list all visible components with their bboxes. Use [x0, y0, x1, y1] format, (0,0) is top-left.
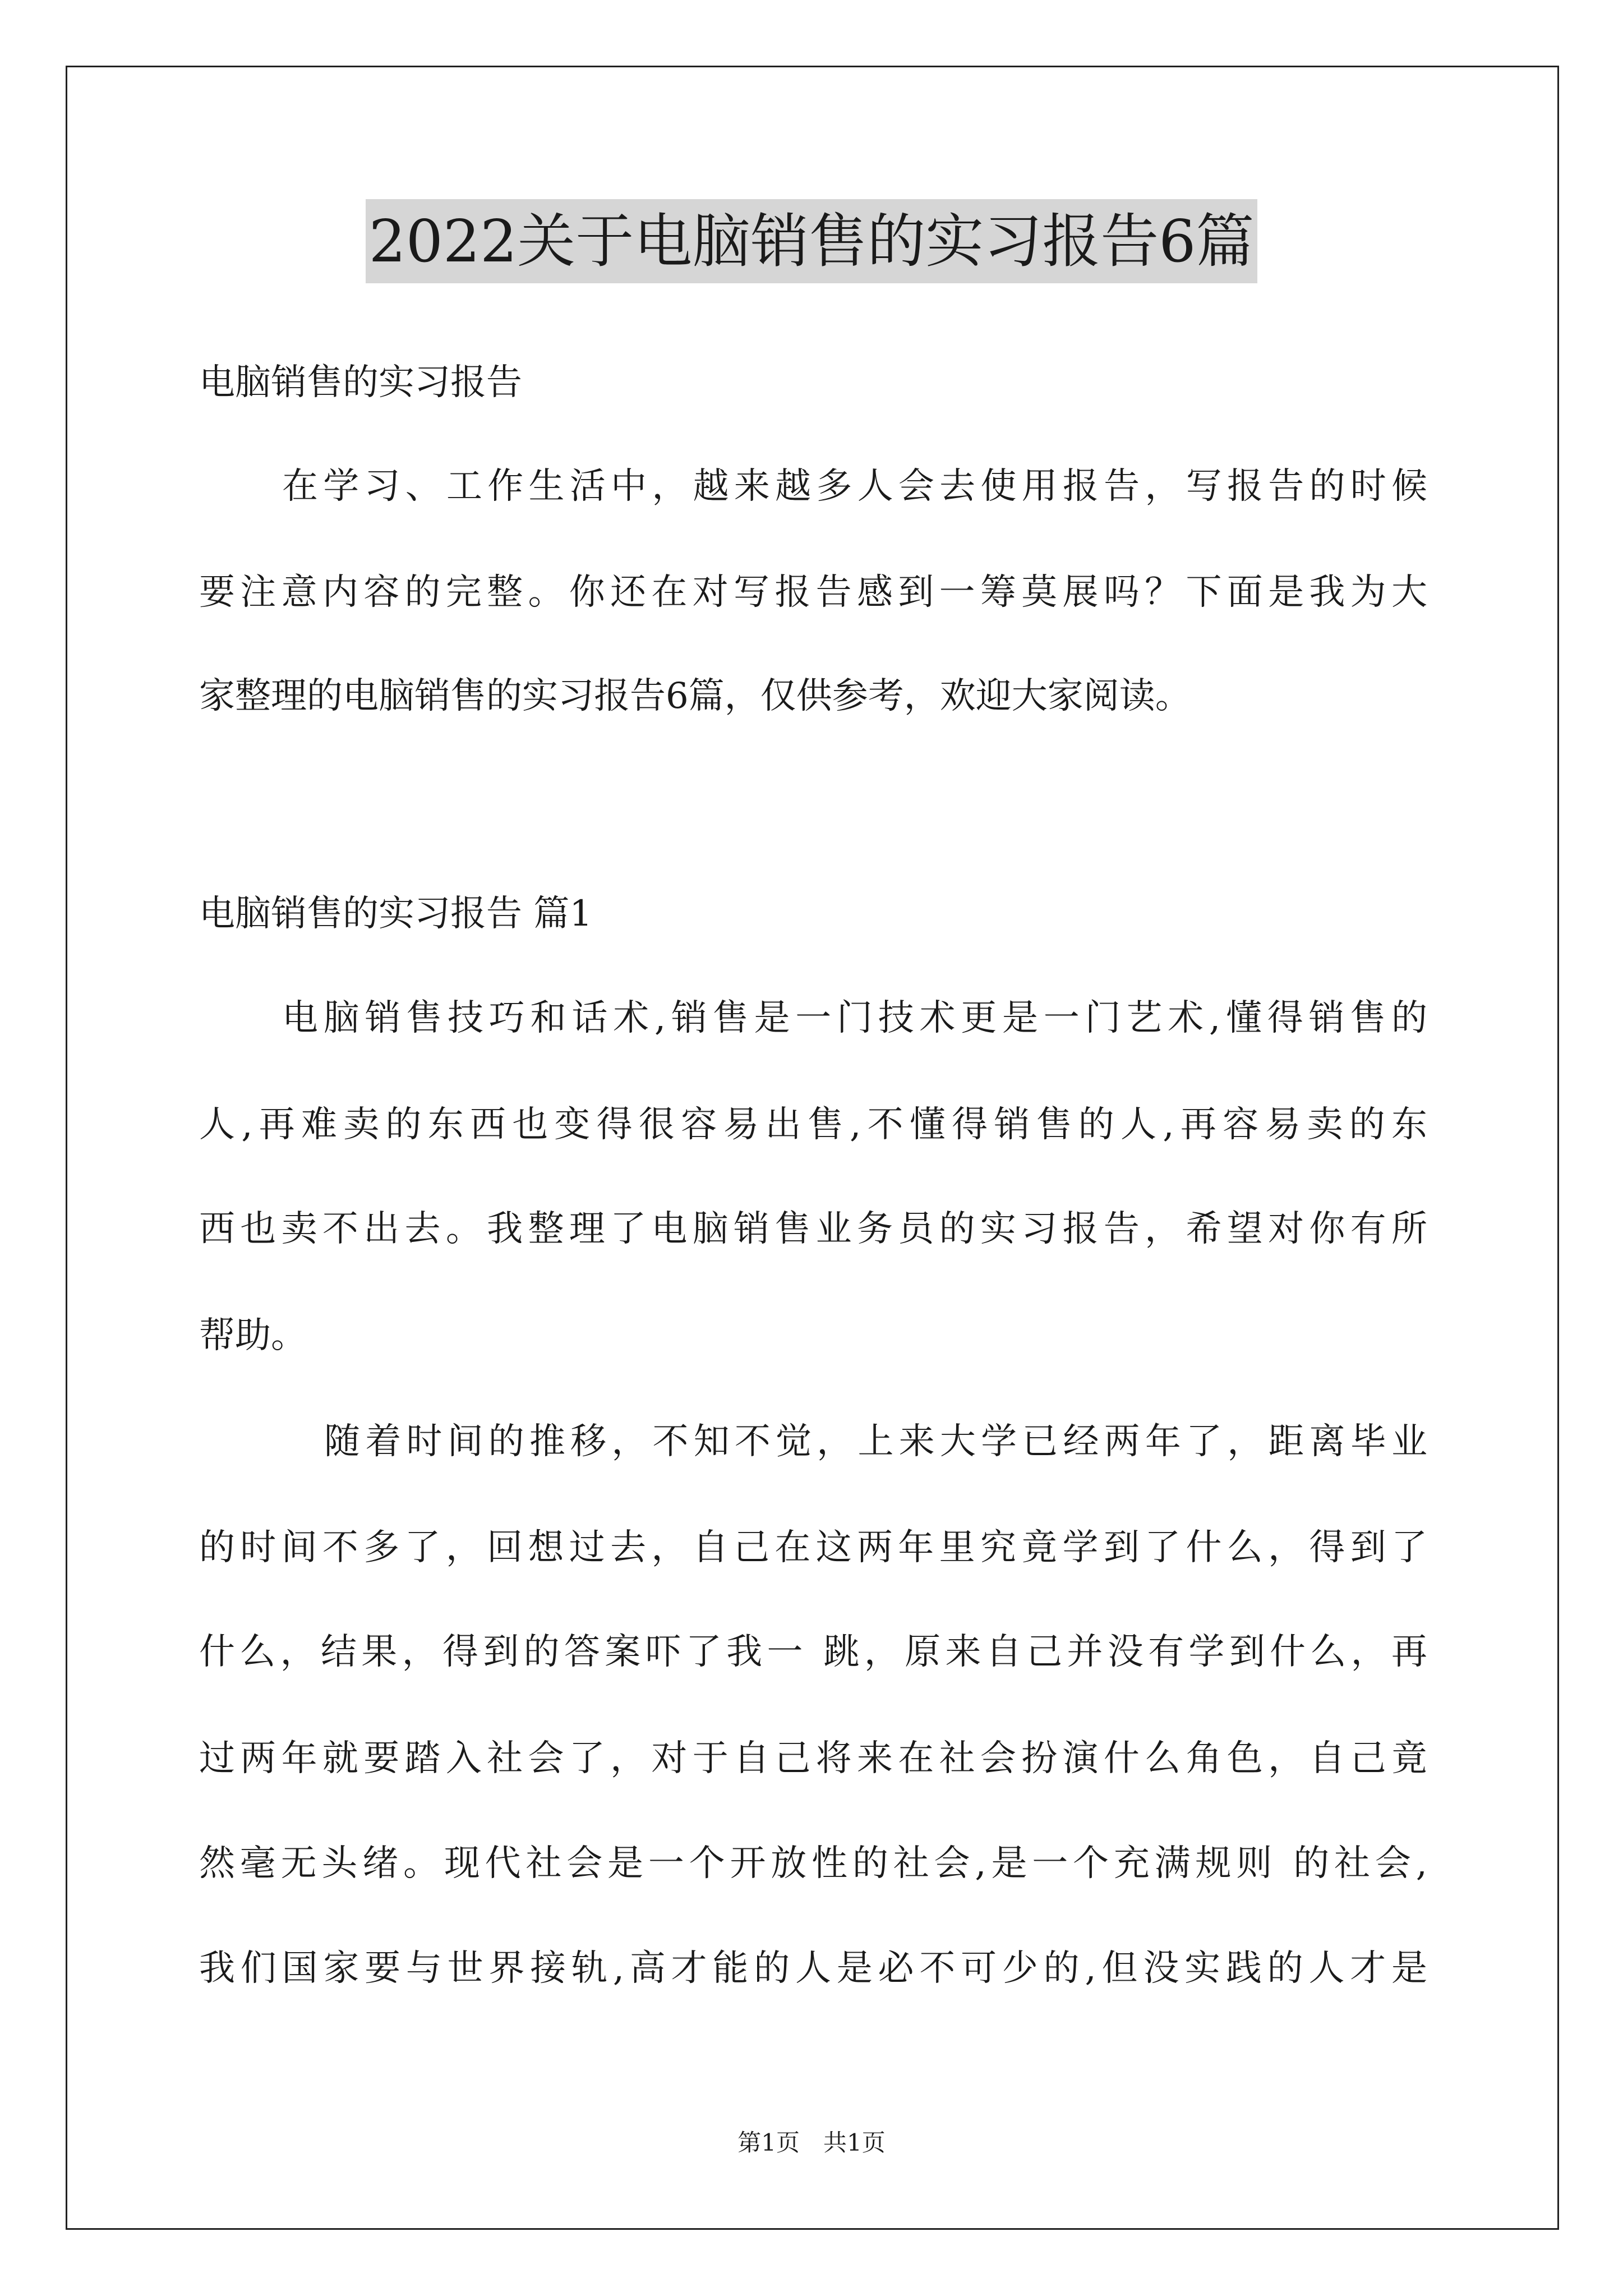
page-footer: 第1页 共1页: [737, 2129, 886, 2156]
paragraph-line: 帮助。: [199, 1315, 307, 1356]
paragraph-line: 我们国家要与世界接轨,高才能的人是必不可少的,但没实践的人才是: [199, 1948, 1427, 1989]
paragraph-line: 要注意内容的完整。你还在对写报告感到一筹莫展吗？下面是我为大: [199, 572, 1427, 613]
paragraph-line: 随着时间的推移，不知不觉，上来大学已经两年了，距离毕业: [324, 1421, 1427, 1462]
section-heading: 电脑销售的实习报告 篇1: [199, 893, 593, 935]
paragraph-line: 然毫无头绪。现代社会是一个开放性的社会,是一个充满规则 的社会,: [199, 1843, 1427, 1884]
paragraph-line: 什么，结果，得到的答案吓了我一 跳，原来自己并没有学到什么，再: [199, 1631, 1427, 1673]
section-heading: 电脑销售的实习报告: [199, 362, 522, 403]
paragraph-line: 人,再难卖的东西也变得很容易出售,不懂得销售的人,再容易卖的东: [199, 1104, 1427, 1145]
paragraph-line: 过两年就要踏入社会了，对于自己将来在社会扮演什么角色，自己竟: [199, 1738, 1427, 1779]
document-title: 2022关于电脑销售的实习报告6篇: [366, 199, 1258, 283]
paragraph-line: 西也卖不出去。我整理了电脑销售业务员的实习报告，希望对你有所: [199, 1208, 1427, 1250]
paragraph-line: 在学习、工作生活中，越来越多人会去使用报告，写报告的时候: [282, 466, 1427, 507]
title-container: [0, 199, 1623, 283]
paragraph-line: 家整理的电脑销售的实习报告6篇，仅供参考，欢迎大家阅读。: [199, 675, 1191, 717]
paragraph-line: 电脑销售技巧和话术,销售是一门技术更是一门艺术,懂得销售的: [282, 997, 1427, 1039]
paragraph-line: 的时间不多了，回想过去，自己在这两年里究竟学到了什么，得到了: [199, 1527, 1427, 1568]
